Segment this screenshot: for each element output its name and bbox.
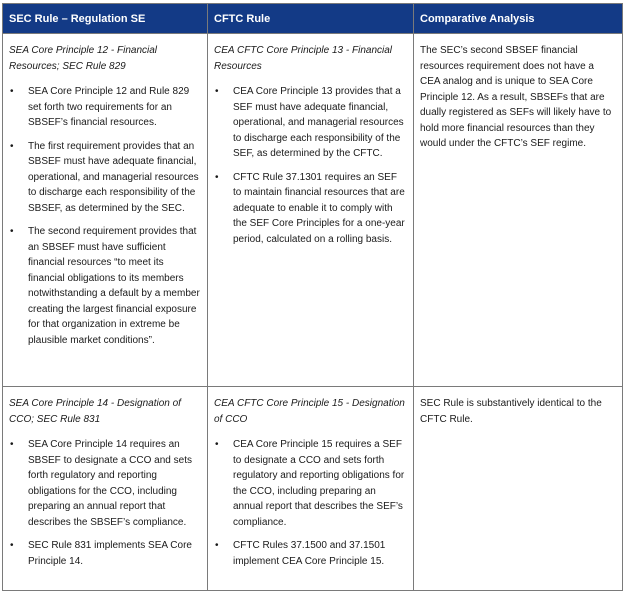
bullet-text: SEA Core Principle 14 requires an SBSEF to designate a CCO and sets forth regulatory and reporting obligations for the CCO, including preparing an annual report that describes the SBSEF’s compliance. [28,439,192,528]
analysis-text: SEC Rule is substantively identical to the CFTC Rule. [420,398,602,425]
bullet-item [214,538,407,569]
sec-cell [3,387,208,591]
cftc-cell [208,34,414,387]
bullet-icon: • [215,171,219,183]
analysis-cell [414,387,623,591]
cftc-bullet-list [214,437,407,569]
analysis-cell [414,34,623,387]
bullet-item [9,538,201,569]
bullet-text: SEC Rule 831 implements SEA Core Principle 14. [28,540,192,567]
cftc-heading: CEA CFTC Core Principle 13 - Financial Resources [214,45,393,72]
bullet-text: CFTC Rules 37.1500 and 37.1501 implement CEA Core Principle 15. [233,540,386,567]
table-row [3,34,623,387]
sec-heading: SEA Core Principle 12 - Financial Resources; SEC Rule 829 [9,45,158,72]
bullet-item [9,84,201,131]
table-row [3,387,623,591]
bullet-item [9,139,201,217]
bullet-item [214,437,407,530]
sec-heading: SEA Core Principle 14 - Designation of CCO; SEC Rule 831 [9,398,181,425]
bullet-item [9,224,201,348]
sec-bullet-list [9,437,201,569]
bullet-icon: • [215,439,219,450]
header-cftc-rule: CFTC Rule [208,4,414,34]
header-comparative-analysis: Comparative Analysis [414,4,623,34]
bullet-icon: • [10,439,14,450]
bullet-icon: • [10,540,14,551]
bullet-text: The second requirement provides that an SBSEF must have sufficient financial resources “to meet its financial obligations to its members notwithstanding a default by a member creating the largest financial exposure for that organization in extreme be plausible market conditions”. [28,226,200,346]
cftc-cell [208,387,414,591]
bullet-icon: • [215,86,219,97]
analysis-text: The SEC’s second SBSEF financial resources requirement does not have a CEA analog and is unique to SEA Core Principle 12. As a result, SBSEFs that are dually registered as SEFs will likely have to hold more financial resources than they would under the CFTC’s SEF regime. [420,45,612,149]
bullet-item [9,437,201,530]
bullet-text: SEA Core Principle 12 and Rule 829 set forth two requirements for an SBSEF’s financial resources. [28,86,190,128]
header-row [3,4,623,34]
bullet-text: The first requirement provides that an SBSEF must have adequate financial, operational, and managerial resources to discharge each responsibility of the SBSEF, as determined by the SEC. [28,140,199,214]
bullet-icon: • [10,226,14,237]
bullet-icon: • [215,540,219,551]
bullet-item [214,170,407,248]
cftc-heading: CEA CFTC Core Principle 15 - Designation of CCO [214,398,405,425]
sec-bullet-list [9,84,201,348]
bullet-text: CEA Core Principle 13 provides that a SEF must have adequate financial, operational, and managerial resources to discharge each responsibility of the SEF, as determined by the CFTC. [233,86,404,159]
bullet-icon: • [10,140,14,152]
cftc-bullet-list [214,84,407,247]
header-sec-rule: SEC Rule – Regulation SE [3,4,208,34]
bullet-text: CFTC Rule 37.1301 requires an SEF to maintain financial resources that are adequate to enable it to comply with the SEF Core Principles for a one-year period, calculated on a rolling basis. [233,171,405,245]
comparison-table [2,3,623,591]
sec-cell [3,34,208,387]
bullet-icon: • [10,86,14,97]
bullet-item [214,84,407,162]
bullet-text: CEA Core Principle 15 requires a SEF to designate a CCO and sets forth regulatory and reporting obligations for the CCO, including preparing an annual report that describes the SEF’s compliance. [233,439,405,528]
